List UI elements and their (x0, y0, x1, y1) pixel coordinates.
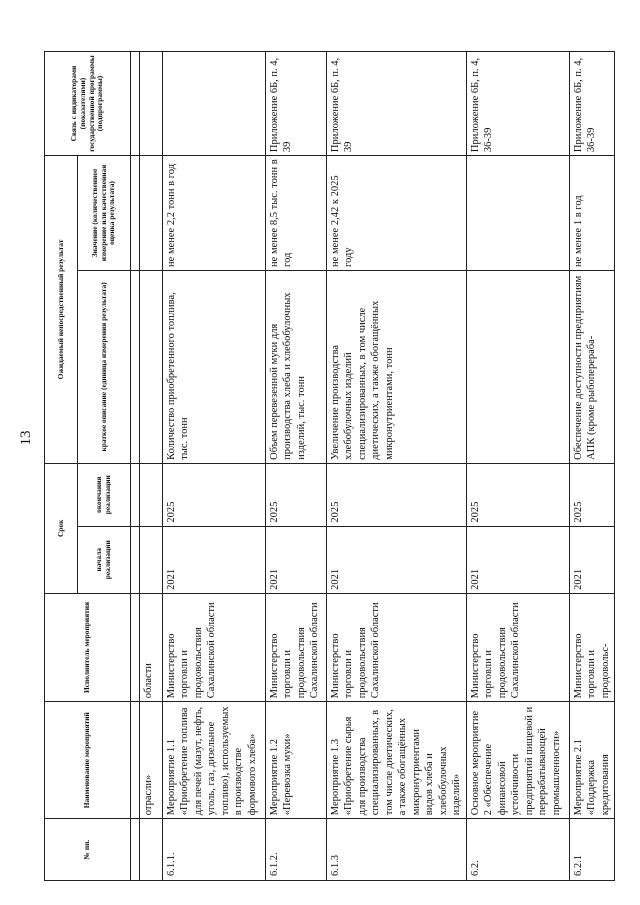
cell-link: Приложение 6Б, п. 4, 39 (327, 52, 467, 156)
header-row-1 (45, 52, 78, 881)
table-row (467, 52, 570, 881)
cell-end: 2025 (163, 463, 266, 526)
cell-name: Мероприятие 1.2 «Перевозка муки» (266, 702, 327, 819)
cell-end (140, 463, 163, 526)
cell-no: 6.1.2. (266, 819, 327, 881)
header-name: Наименование мероприятий (45, 702, 131, 819)
header-result: Ожидаемый непосредственный результат (45, 156, 78, 464)
spacer-row (131, 52, 140, 881)
cell-value: не менее 2,2 тонн в год (163, 156, 266, 271)
cell-desc: Обеспечение доступности предприятиям АПК (кроме рыбоперераба- (570, 270, 615, 463)
header-term-end: окончания реализации (78, 463, 131, 526)
cell-name: отрасли» (140, 702, 163, 819)
cell-link: Приложение 6Б, п. 4, 36-39 (570, 52, 615, 156)
cell-end: 2025 (467, 463, 570, 526)
cell-value: не менее 8,5 тыс. тонн в год (266, 156, 327, 271)
header-no: № пп. (45, 819, 131, 881)
cell-end: 2025 (266, 463, 327, 526)
cell-no: 6.2. (467, 819, 570, 881)
header-result-value: Значение (количественное измерение или качественная оценка результата) (78, 156, 131, 271)
cell-executor: Министерство торговли и продовольствия Сахалинской области (163, 593, 266, 701)
cell-executor: Министерство торговли и продовольс- (570, 593, 615, 701)
cell-desc: Объем перевезенной муки для производства хлеба и хлебобулочных изделий, тыс. тонн (266, 270, 327, 463)
cell-executor: Министерство торговли и продовольствия Сахалинской области (266, 593, 327, 701)
cell-value: не менее 1 в год (570, 156, 615, 271)
cell-value: не менее 2,42 к 2025 году (327, 156, 467, 271)
cell-link: Приложение 6Б, п. 4, 36-39 (467, 52, 570, 156)
cell-no (140, 819, 163, 881)
cell-end: 2025 (570, 463, 615, 526)
cell-start (140, 526, 163, 593)
cell-desc: Увеличение производства хлебобулочных изделий специализированных, в том числе диетических, а также обогащённых микронутриентами, тонн (327, 270, 467, 463)
header-term: Срок (45, 463, 78, 593)
header-result-desc: краткое описание (единица измерения результата) (78, 270, 131, 463)
cell-start: 2021 (163, 526, 266, 593)
rotated-page (44, 51, 611, 881)
cell-executor: области (140, 593, 163, 701)
header-link: Связь с индикаторами (показателями) государственной программы (подпрограммы) (45, 52, 131, 156)
table-row (266, 52, 327, 881)
measures-table (44, 51, 615, 881)
cell-link (163, 52, 266, 156)
cell-link: Приложение 6Б, п. 4, 39 (266, 52, 327, 156)
table-row (163, 52, 266, 881)
cell-value (467, 156, 570, 271)
table-row (570, 52, 615, 881)
cell-value (140, 156, 163, 271)
cell-no: 6.1.1. (163, 819, 266, 881)
table-row (327, 52, 467, 881)
cell-desc (140, 270, 163, 463)
cell-name: Мероприятие 1.1 «Приобретение топлива для печей (мазут, нефть, уголь, газ, дизельное топливо), используемых в производстве формового хлеба» (163, 702, 266, 819)
cell-name: Основное мероприятие 2 «Обеспечение финансовой устойчивости предприятий пищевой и перерабатывающей промышленности» (467, 702, 570, 819)
cell-link (140, 52, 163, 156)
cell-start: 2021 (570, 526, 615, 593)
cell-name: Мероприятие 1.3 «Приобретение сырья для производства специализированных, в том числе диетических, а также обогащённых микронутриентами видов хлеба и хлебобулочных изделий» (327, 702, 467, 819)
cell-end: 2025 (327, 463, 467, 526)
page-number: 13 (18, 430, 34, 446)
cell-desc (467, 270, 570, 463)
cell-no: 6.2.1 (570, 819, 615, 881)
cell-no: 6.1.3 (327, 819, 467, 881)
cell-executor: Министерство торговли и продовольствия Сахалинской области (467, 593, 570, 701)
cell-start: 2021 (327, 526, 467, 593)
header-executor: Исполнитель мероприятия (45, 593, 131, 701)
cell-start: 2021 (266, 526, 327, 593)
cell-executor: Министерство торговли и продовольствия Сахалинской области (327, 593, 467, 701)
header-term-start: начала реализации (78, 526, 131, 593)
cell-desc: Количество приобретенного топлива, тыс. тонн (163, 270, 266, 463)
cell-name: Мероприятие 2.1 «Поддержка кредитования (570, 702, 615, 819)
cell-start: 2021 (467, 526, 570, 593)
table-row (140, 52, 163, 881)
